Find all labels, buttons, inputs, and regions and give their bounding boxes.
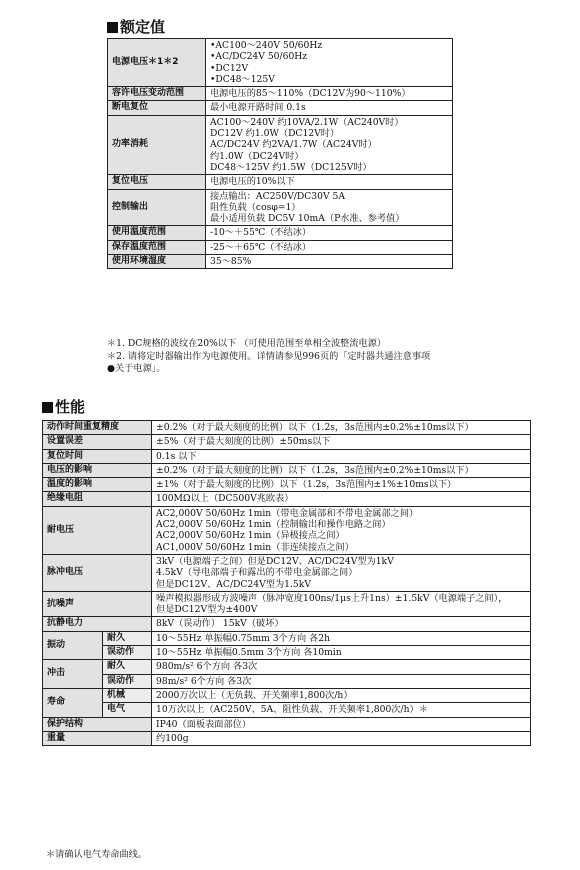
- value-cell: [206, 255, 453, 269]
- value-line: 最小适用负载 DC5V 10mA（P水准、参考值）: [210, 213, 405, 225]
- perf-table: [42, 420, 531, 746]
- table-row: [43, 421, 531, 435]
- sub-label: 耐久: [103, 660, 152, 674]
- value-line: AC2,000V 50/60Hz 1min（控制输出和操作电路之间）: [156, 519, 391, 531]
- table-row: [43, 617, 531, 631]
- sub-label: 误动作: [103, 674, 152, 688]
- value-cell: [152, 617, 531, 631]
- sub-label: 电气: [103, 703, 152, 717]
- value-line: DC48～125V 约1.5W（DC125V时）: [210, 161, 372, 173]
- value-line: 噪声模拟器形成方波噪声（脉冲宽度100ns/1μs上升1ns）±1.5kV（电源端子之间），: [156, 592, 508, 604]
- value-line: 3kV（电源端子之间）但是DC12V、AC/DC24V型为1kV: [156, 555, 394, 567]
- value-line: 但是DC12V型为±400V: [156, 604, 258, 616]
- value-cell: [152, 554, 531, 591]
- value-cell: [206, 226, 453, 240]
- value-line: -25～＋65℃（不结冰）: [210, 241, 312, 253]
- rated-title: 额定值: [120, 18, 166, 36]
- row-label: 动作时间重复精度: [43, 421, 152, 435]
- value-line: 电源电压的10%以下: [210, 176, 295, 188]
- value-line: ±0.2%（对于最大刻度的比例）以下（1.2s，3s范围内±0.2%±10ms以下）: [156, 422, 474, 433]
- table-row: [43, 449, 531, 463]
- value-cell: [206, 189, 453, 226]
- rated-heading: [107, 18, 165, 36]
- row-label: 设置误差: [43, 435, 152, 449]
- table-row: [108, 39, 453, 87]
- value-line: IP40（面板表面部位）: [156, 718, 252, 730]
- footnote: ●关于电源」。: [107, 363, 166, 374]
- square-bullet-icon: [107, 22, 118, 33]
- row-label: 振动: [43, 631, 103, 660]
- value-cell: [152, 449, 531, 463]
- perf-heading: [42, 398, 85, 416]
- row-label: 复位时间: [43, 449, 152, 463]
- row-label: 温度的影响: [43, 478, 152, 492]
- sub-label: 耐久: [103, 631, 152, 645]
- perf-title: 性能: [55, 398, 86, 416]
- table-row: [43, 478, 531, 492]
- table-row: [43, 463, 531, 477]
- value-line: -10～＋55℃（不结冰）: [210, 227, 312, 239]
- value-cell: 10～55Hz 单振幅0.5mm 3个方向 各10min: [152, 646, 531, 660]
- row-label: 断电复位: [108, 101, 206, 115]
- row-label: 保护结构: [43, 717, 152, 731]
- value-cell: [206, 240, 453, 254]
- value-cell: 10万次以上（AC250V、5A、阻性负载、开关频率1,800次/h）＊: [152, 703, 531, 717]
- value-cell: 980m/s² 6个方向 各3次: [152, 660, 531, 674]
- table-row: [43, 631, 531, 645]
- footnote: ＊2. 请将定时器输出作为电源使用。详情请参见996页的「定时器共通注意事项: [107, 350, 431, 362]
- row-label: 容许电压变动范围: [108, 87, 206, 101]
- value-line: AC100～240V 约10VA/2.1W（AC240V时）: [210, 116, 404, 128]
- value-line: 约100g: [156, 732, 189, 744]
- table-row: [43, 646, 531, 660]
- value-line: ±5%（对于最大刻度的比例）±50ms以下: [156, 436, 331, 448]
- value-cell: [152, 492, 531, 506]
- row-label: 复位电压: [108, 175, 206, 189]
- table-row: [43, 674, 531, 688]
- value-line: 电源电压的85～110%（DC12V为90～110%）: [210, 88, 411, 100]
- table-row: [43, 660, 531, 674]
- value-cell: [152, 421, 531, 435]
- value-cell: [152, 717, 531, 731]
- value-line: •DC12V: [210, 62, 249, 74]
- value-line: •AC100～240V 50/60Hz: [210, 40, 323, 51]
- row-label: 电压的影响: [43, 463, 152, 477]
- value-line: 约1.0W（DC24V时）: [210, 150, 304, 162]
- row-label: 脉冲电压: [43, 554, 152, 591]
- table-row: [43, 492, 531, 506]
- table-row: [108, 226, 453, 240]
- table-row: [43, 688, 531, 702]
- value-line: •DC48～125V: [210, 73, 275, 85]
- row-label: 耐电压: [43, 506, 152, 554]
- row-label: 使用环境湿度: [108, 255, 206, 269]
- table-row: [43, 717, 531, 731]
- value-cell: [206, 39, 453, 87]
- perf-notes: [46, 849, 147, 862]
- rated-notes: [107, 338, 430, 376]
- table-row: [43, 554, 531, 591]
- value-cell: 98m/s² 6个方向 各3次: [152, 674, 531, 688]
- table-row: [108, 240, 453, 254]
- footnote: ＊请确认电气寿命曲线。: [46, 849, 148, 860]
- value-cell: [152, 435, 531, 449]
- value-cell: [152, 478, 531, 492]
- value-cell: [152, 506, 531, 554]
- row-label: 电源电压＊1＊2: [108, 39, 206, 87]
- value-line: 但是DC12V、AC/DC24V型为1.5kV: [156, 578, 311, 590]
- value-line: AC2,000V 50/60Hz 1min（异极接点之间）: [156, 530, 345, 542]
- row-label: 抗噪声: [43, 591, 152, 617]
- table-row: [43, 703, 531, 717]
- row-label: 控制输出: [108, 189, 206, 226]
- value-line: AC1,000V 50/60Hz 1min（非连续接点之间）: [156, 541, 354, 553]
- row-label: 抗静电力: [43, 617, 152, 631]
- value-line: •AC/DC24V 50/60Hz: [210, 51, 308, 63]
- table-row: [108, 87, 453, 101]
- sub-label: 机械: [103, 688, 152, 702]
- table-row: [43, 506, 531, 554]
- footnote: ＊1. DC规格的波纹在20%以下 （可使用范围至单相全波整流电源）: [107, 338, 387, 349]
- row-label: 重量: [43, 731, 152, 745]
- value-line: AC/DC24V 约2VA/1.7W（AC24V时）: [210, 139, 377, 151]
- value-line: AC2,000V 50/60Hz 1min（带电金属部和不带电金属部之间）: [156, 507, 419, 519]
- value-line: 4.5kV（导电部端子和露出的不带电金属部之间）: [156, 567, 358, 579]
- row-label: 冲击: [43, 660, 103, 689]
- value-line: 阻性负载（cosφ=1）: [210, 201, 301, 213]
- value-line: 8kV（误动作） 15kV（破坏）: [156, 618, 284, 630]
- value-line: 0.1s 以下: [156, 450, 197, 462]
- row-label: 绝缘电阻: [43, 492, 152, 506]
- table-row: [108, 101, 453, 115]
- value-line: ±0.2%（对于最大刻度的比例）以下（1.2s，3s范围内±0.2%±10ms以下）: [156, 464, 474, 476]
- value-cell: [206, 87, 453, 101]
- table-row: [108, 115, 453, 174]
- sub-label: 误动作: [103, 646, 152, 660]
- table-row: [108, 255, 453, 269]
- value-line: 100MΩ以上（DC500V兆欧表）: [156, 493, 294, 505]
- table-row: [108, 189, 453, 226]
- row-label: 寿命: [43, 688, 103, 717]
- table-row: [43, 591, 531, 617]
- value-cell: 10～55Hz 单振幅0.75mm 3个方向 各2h: [152, 631, 531, 645]
- table-row: [108, 175, 453, 189]
- row-label: 使用温度范围: [108, 226, 206, 240]
- row-label: 保存温度范围: [108, 240, 206, 254]
- row-label: 功率消耗: [108, 115, 206, 174]
- value-cell: [206, 101, 453, 115]
- value-cell: 2000万次以上（无负载、开关频率1,800次/h）: [152, 688, 531, 702]
- value-line: 接点输出：AC250V/DC30V 5A: [210, 190, 345, 202]
- square-bullet-icon: [42, 402, 53, 413]
- value-cell: [152, 591, 531, 617]
- value-cell: [152, 731, 531, 745]
- rated-table: [107, 38, 453, 269]
- value-line: 最小电源开路时间 0.1s: [210, 102, 306, 114]
- value-cell: [206, 115, 453, 174]
- table-row: [43, 731, 531, 745]
- value-cell: [206, 175, 453, 189]
- value-line: 35～85%: [210, 256, 252, 268]
- value-line: DC12V 约1.0W（DC12V时）: [210, 128, 340, 140]
- value-cell: [152, 463, 531, 477]
- value-line: ±1%（对于最大刻度的比例）以下（1.2s，3s范围内±1%±10ms以下）: [156, 479, 457, 491]
- table-row: [43, 435, 531, 449]
